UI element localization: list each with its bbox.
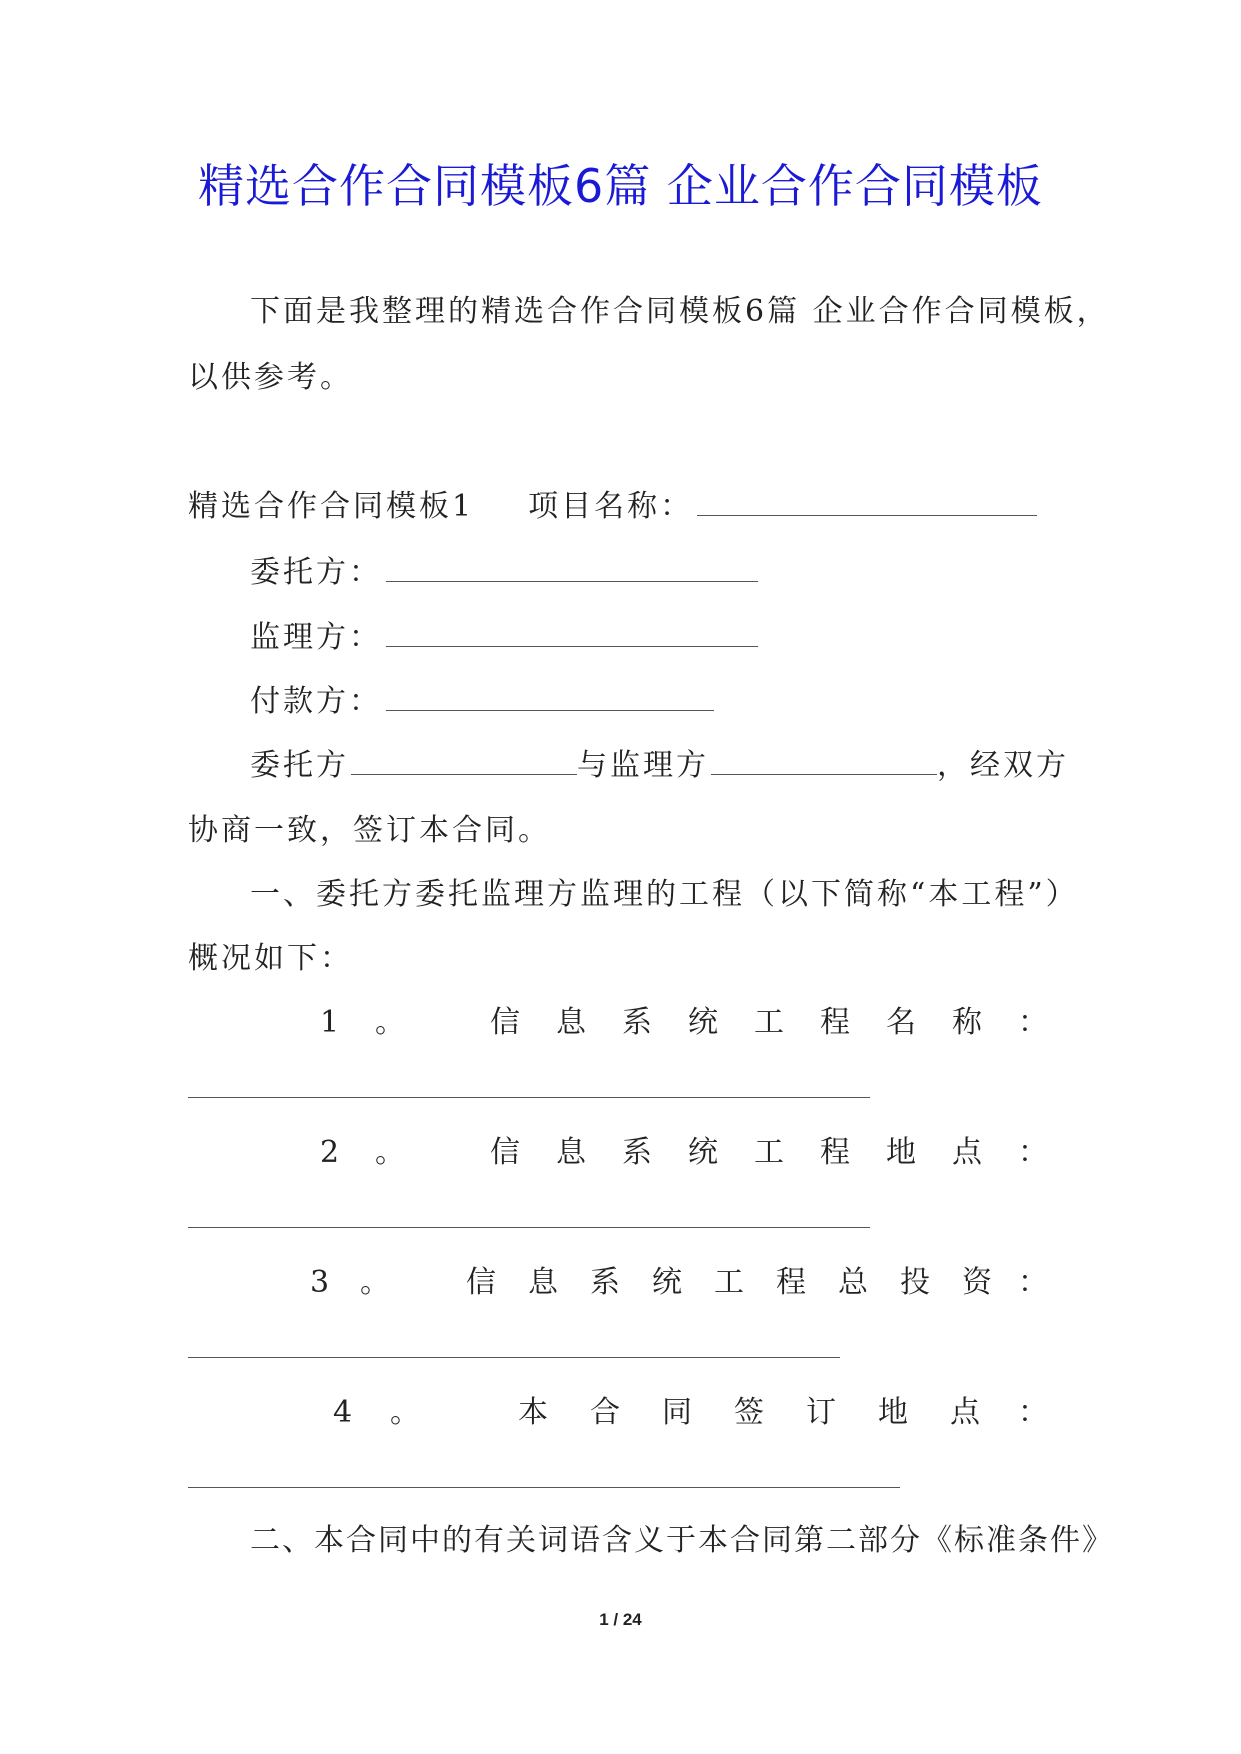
intro-paragraph-line-2: 以供参考。	[188, 360, 353, 395]
item-2-colon: ：	[1018, 1135, 1048, 1170]
item-2-row	[0, 1133, 1241, 1173]
item-2-char: 统	[688, 1135, 718, 1170]
item-2-char: 地	[886, 1135, 916, 1170]
item-3-colon: ：	[1018, 1265, 1048, 1300]
client-blank	[386, 553, 758, 582]
item-3-row	[0, 1263, 1241, 1303]
item-2-char: 程	[820, 1135, 850, 1170]
item-1-char: 系	[622, 1005, 652, 1040]
supervisor-blank	[386, 618, 758, 647]
item-4-char: 本	[518, 1395, 548, 1430]
item-2-blank	[188, 1227, 870, 1228]
item-3-number: 3	[310, 1265, 330, 1300]
item-1-number: 1	[320, 1005, 340, 1040]
item-4-char: 地	[878, 1395, 908, 1430]
item-1-char: 程	[820, 1005, 850, 1040]
project-name-label: 项目名称：	[528, 489, 694, 524]
item-3-char: 资	[962, 1265, 992, 1300]
item-1-row	[0, 1003, 1241, 1043]
clause-2-line-1: 二、本合同中的有关词语含义于本合同第二部分《标准条件》	[250, 1523, 1114, 1558]
agreement-part-2: 与监理方	[577, 748, 709, 783]
item-3-char: 统	[652, 1265, 682, 1300]
agreement-part-1: 委托方	[250, 748, 349, 783]
agreement-client-blank	[351, 746, 577, 775]
item-4-blank	[188, 1487, 900, 1488]
document-title: 精选合作合同模板6篇 企业合作合同模板	[198, 159, 1043, 213]
item-1-char: 统	[688, 1005, 718, 1040]
payer-label: 付款方：	[250, 684, 382, 719]
agreement-row	[250, 746, 1069, 786]
item-2-char: 工	[754, 1135, 784, 1170]
item-4-colon: ：	[1018, 1395, 1048, 1430]
item-1-colon: ：	[1018, 1005, 1048, 1040]
client-row	[250, 553, 758, 593]
client-label: 委托方：	[250, 555, 382, 590]
item-3-char: 投	[900, 1265, 930, 1300]
item-3-char: 程	[776, 1265, 806, 1300]
item-4-char: 签	[734, 1395, 764, 1430]
page-indicator: 1 / 24	[599, 1610, 642, 1629]
agreement-line-2: 协商一致，签订本合同。	[188, 813, 551, 848]
item-4-sep: 。	[390, 1395, 420, 1430]
item-2-char: 信	[490, 1135, 520, 1170]
item-2-number: 2	[320, 1135, 340, 1170]
agreement-supervisor-blank	[711, 746, 937, 775]
item-1-char: 名	[886, 1005, 916, 1040]
item-3-char: 系	[590, 1265, 620, 1300]
intro-paragraph-line-1: 下面是我整理的精选合作合同模板6篇 企业合作合同模板，	[250, 294, 1110, 329]
contract-heading: 精选合作合同模板1	[188, 489, 475, 524]
item-2-sep: 。	[375, 1135, 405, 1170]
item-3-blank	[188, 1357, 840, 1358]
item-1-sep: 。	[375, 1005, 405, 1040]
item-3-sep: 。	[360, 1265, 390, 1300]
project-name-blank	[697, 487, 1037, 516]
item-4-char: 同	[662, 1395, 692, 1430]
item-3-char: 息	[528, 1265, 558, 1300]
agreement-part-3: ，经双方	[937, 748, 1069, 783]
item-3-char: 信	[466, 1265, 496, 1300]
payer-blank	[386, 682, 714, 711]
payer-row	[250, 682, 714, 722]
supervisor-row	[250, 618, 758, 658]
item-4-char: 点	[950, 1395, 980, 1430]
item-1-char: 称	[952, 1005, 982, 1040]
clause-1-line-1: 一、委托方委托监理方监理的工程（以下简称“本工程”）	[250, 877, 1079, 912]
supervisor-label: 监理方：	[250, 620, 382, 655]
item-4-char: 合	[590, 1395, 620, 1430]
contract-heading-row	[188, 487, 1037, 527]
item-1-char: 工	[754, 1005, 784, 1040]
item-1-char: 信	[490, 1005, 520, 1040]
clause-1-line-2: 概况如下：	[188, 941, 353, 976]
item-4-row	[0, 1393, 1241, 1433]
item-3-char: 工	[714, 1265, 744, 1300]
item-4-number: 4	[333, 1395, 353, 1430]
item-1-char: 息	[556, 1005, 586, 1040]
item-3-char: 总	[838, 1265, 868, 1300]
item-2-char: 息	[556, 1135, 586, 1170]
item-1-blank	[188, 1097, 870, 1098]
item-2-char: 系	[622, 1135, 652, 1170]
item-2-char: 点	[952, 1135, 982, 1170]
item-4-char: 订	[806, 1395, 836, 1430]
